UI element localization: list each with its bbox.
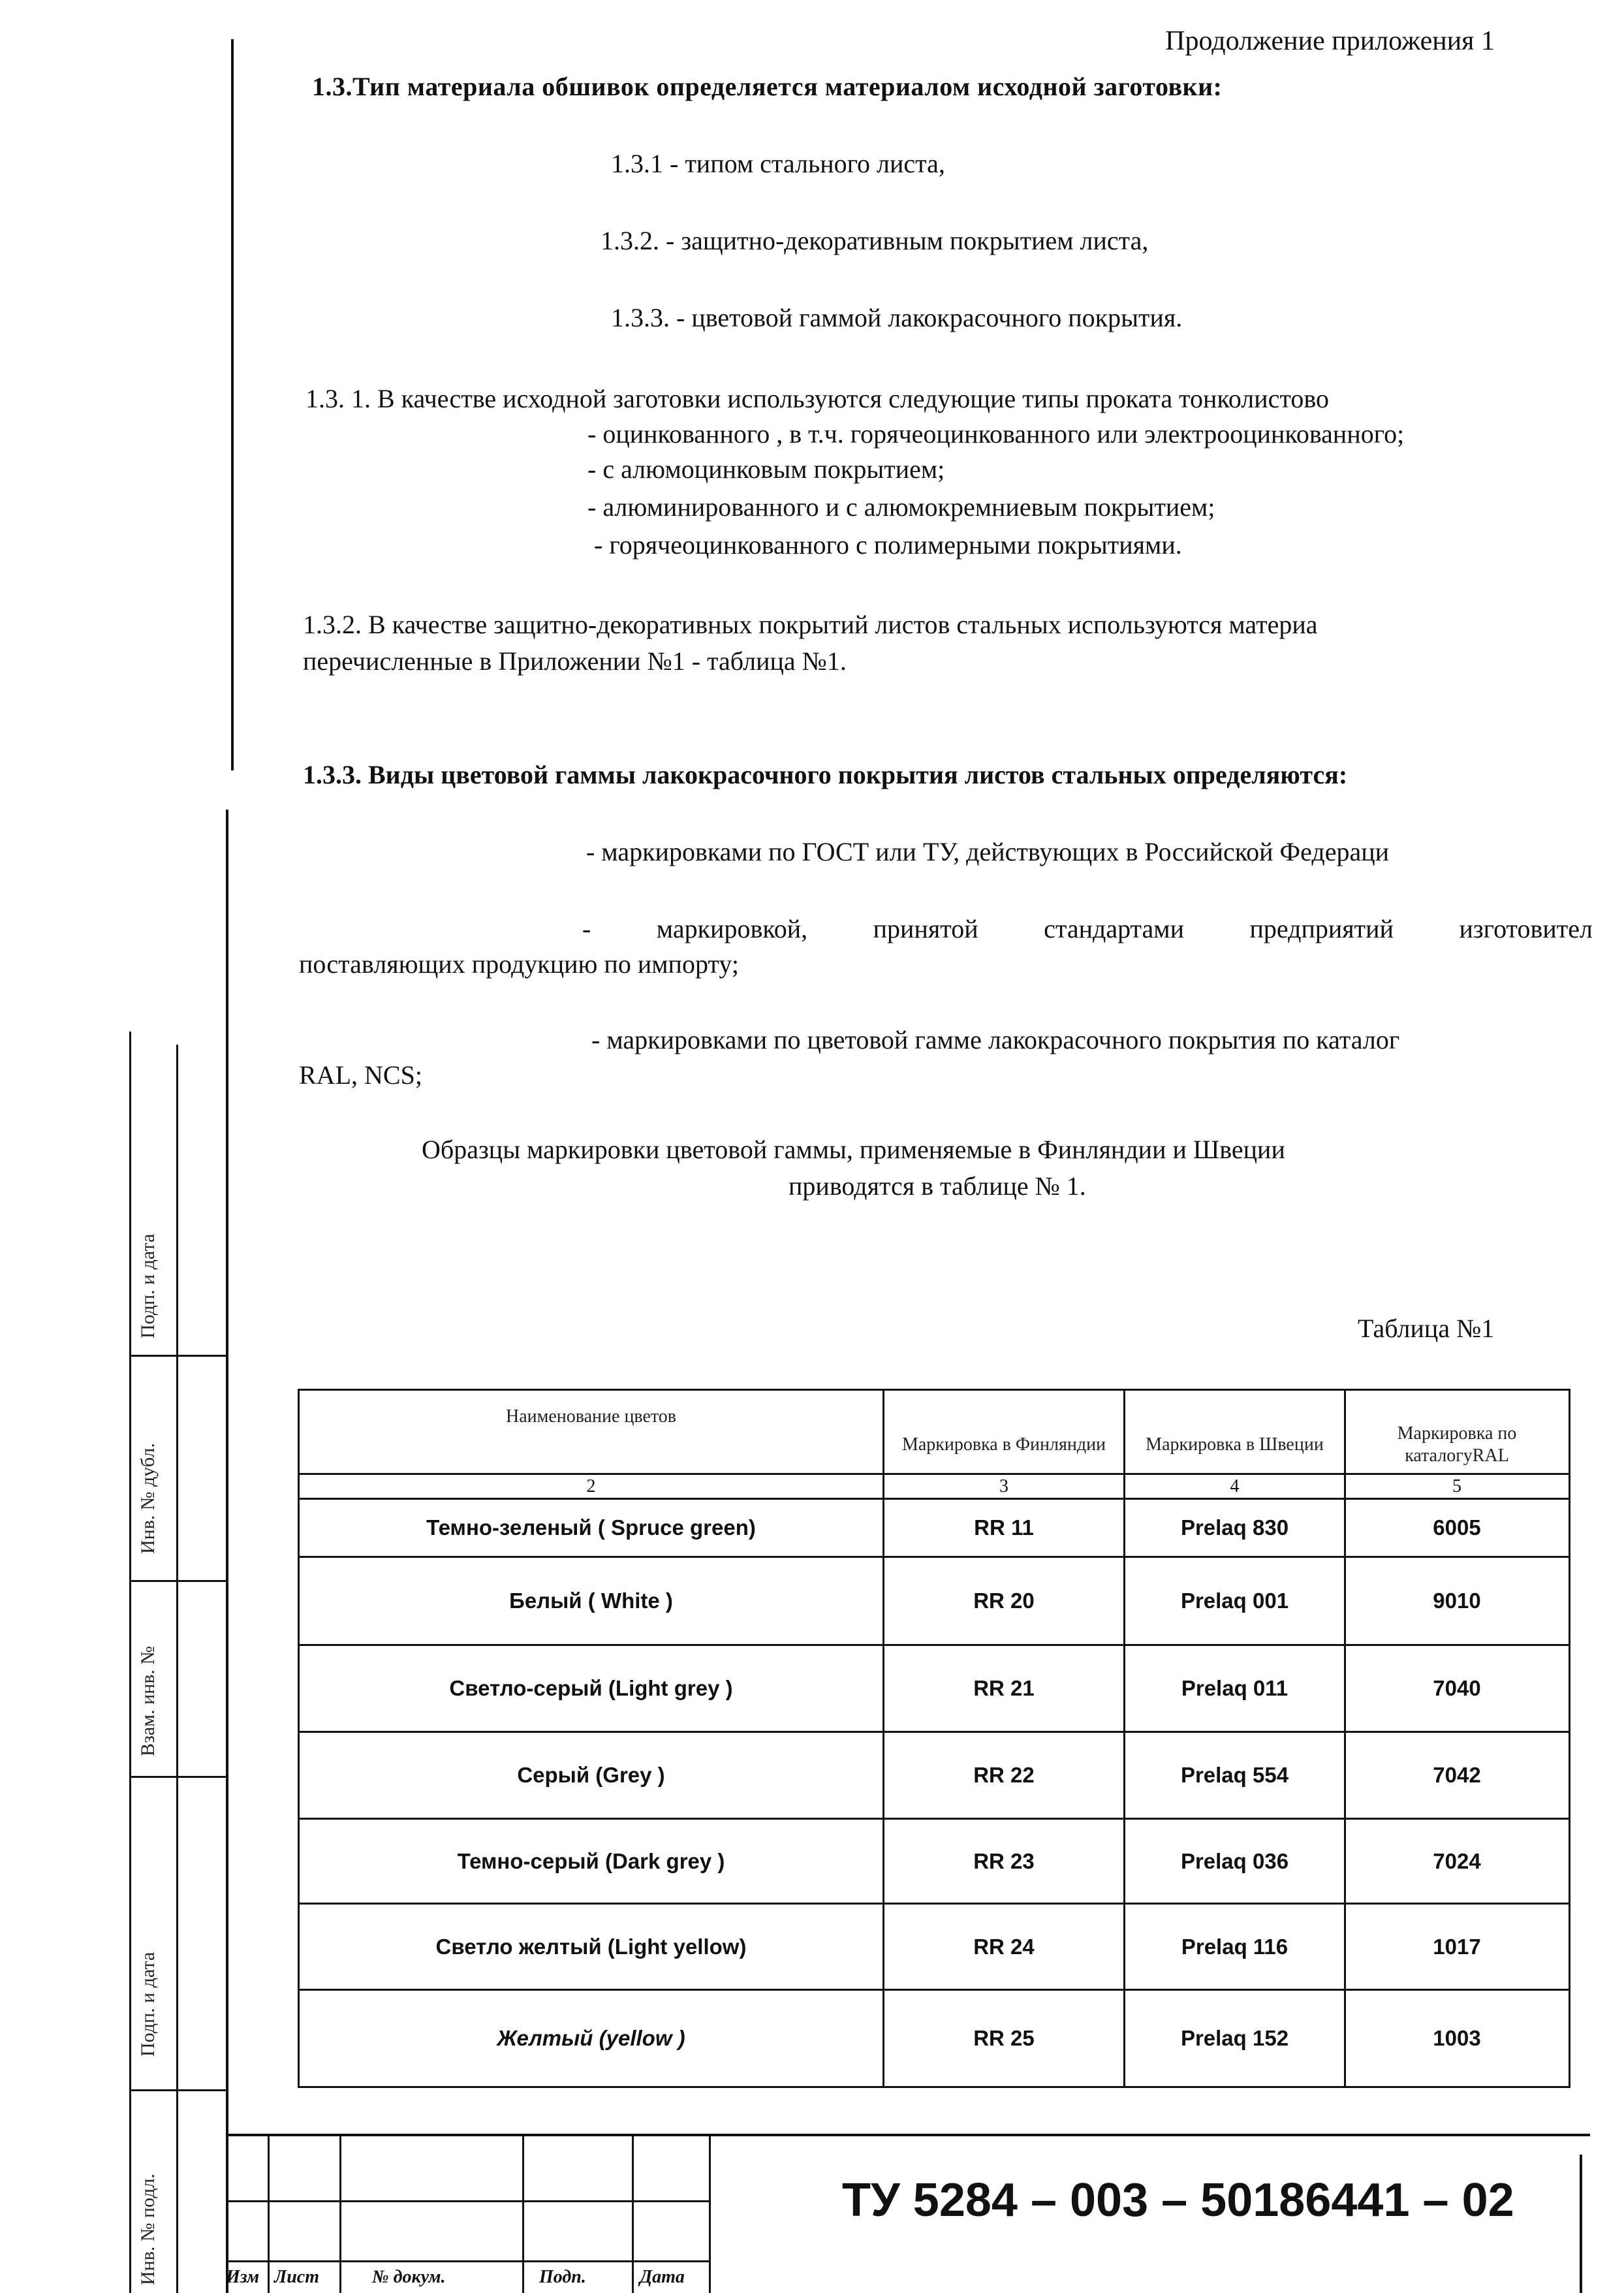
table-header: Наименование цветов — [506, 1406, 676, 1427]
stamp-label-signature: Подп. — [539, 2267, 586, 2287]
table-column-number: 4 — [1230, 1476, 1240, 1496]
stamp-label-change: Изм — [226, 2267, 260, 2287]
sidebar-divider — [131, 1355, 226, 1357]
frame-left-border — [226, 810, 228, 2293]
table-column-number: 2 — [586, 1476, 596, 1496]
sidebar-label: Подп. и дата — [137, 1233, 159, 1338]
table-cell-ral: 1017 — [1433, 1934, 1481, 1959]
frame-left-border — [231, 39, 234, 770]
section-1-3-3-item: - маркировками по цветовой гамме лакокрасочного покрытия по каталог — [591, 1025, 1400, 1054]
table-cell-finland: RR 24 — [973, 1934, 1035, 1959]
section-1-3-item: 1.3.3. - цветовой гаммой лакокрасочного покрытия. — [611, 303, 1183, 332]
table-cell-sweden: Prelaq 554 — [1180, 1763, 1289, 1787]
section-1-3-2-line: перечисленные в Приложении №1 - таблица №1. — [303, 646, 847, 676]
stamp-right-border — [1580, 2155, 1582, 2293]
stamp-column-line — [268, 2134, 270, 2293]
table-cell-finland: RR 21 — [973, 1676, 1035, 1700]
table-cell-finland: RR 20 — [973, 1589, 1035, 1613]
table-reference-note: приводятся в таблице № 1. — [789, 1171, 1086, 1201]
stamp-row-line — [226, 2260, 709, 2262]
color-marking-table — [298, 1389, 1570, 2088]
table-column-number: 3 — [999, 1476, 1008, 1496]
table-cell-color-name: Белый ( White ) — [509, 1589, 673, 1613]
table-cell-finland: RR 23 — [973, 1848, 1035, 1873]
stamp-label-doc-number: № докум. — [372, 2267, 446, 2287]
section-1-3-2-line: 1.3.2. В качестве защитно-декоративных покрытий листов стальных используются материа — [303, 610, 1318, 639]
continuation-header: Продолжение приложения 1 — [1165, 26, 1495, 56]
table-cell-ral: 7024 — [1433, 1848, 1481, 1873]
table-cell-ral: 9010 — [1433, 1589, 1481, 1613]
table-cell-sweden: Prelaq 011 — [1181, 1676, 1288, 1700]
sidebar-divider — [131, 2089, 226, 2091]
section-1-3-title: 1.3.Тип материала обшивок определяется материалом исходной заготовки: — [312, 72, 1223, 101]
table-cell-ral: 1003 — [1433, 2026, 1481, 2050]
section-1-3-item: 1.3.1 - типом стального листа, — [611, 149, 945, 178]
table-cell-color-name: Желтый (yellow ) — [497, 2026, 685, 2050]
section-1-3-3-title: 1.3.3. Виды цветовой гаммы лакокрасочного покрытия листов стальных определяются: — [303, 760, 1348, 789]
stamp-top-border — [226, 2134, 1590, 2136]
table-cell-color-name: Темно-серый (Dark grey ) — [457, 1848, 725, 1873]
sidebar-border — [176, 1045, 178, 2293]
stamp-column-line — [339, 2134, 341, 2293]
stamp-label-sheet: Лист — [274, 2267, 319, 2287]
table-cell-sweden: Prelaq 830 — [1180, 1515, 1289, 1540]
table-cell-ral: 7042 — [1433, 1763, 1481, 1787]
table-cell-color-name: Темно-зеленый ( Spruce green) — [426, 1515, 756, 1540]
stamp-column-line — [522, 2134, 524, 2293]
table-cell-sweden: Prelaq 152 — [1180, 2026, 1289, 2050]
sidebar-divider — [131, 1776, 226, 1778]
sidebar-divider — [131, 1580, 226, 1582]
sidebar-label: Инв. № подл. — [137, 2174, 159, 2285]
sidebar-border — [129, 1032, 131, 2293]
table-cell-sweden: Prelaq 001 — [1180, 1589, 1289, 1613]
table-cell-finland: RR 22 — [973, 1763, 1035, 1787]
section-1-3-3-item-cont: RAL, NCS; — [299, 1060, 422, 1090]
table-cell-ral: 6005 — [1433, 1515, 1481, 1540]
table-caption: Таблица №1 — [1358, 1314, 1495, 1343]
section-1-3-1-item: - алюминированного и с алюмокремниевым покрытием; — [587, 492, 1215, 522]
table-cell-color-name: Серый (Grey ) — [517, 1763, 665, 1787]
table-cell-sweden: Prelaq 116 — [1181, 1934, 1288, 1959]
table-header: Маркировка по каталогуRAL — [1397, 1423, 1517, 1466]
section-1-3-3-item: - маркировкой, принятой стандартами предприятий изготовител — [582, 914, 1593, 943]
table-cell-finland: RR 11 — [974, 1515, 1034, 1540]
table-cell-finland: RR 25 — [973, 2026, 1035, 2050]
sidebar-label: Взам. инв. № — [137, 1645, 159, 1756]
section-1-3-1-item: - оцинкованного , в т.ч. горячеоцинкованного или электрооцинкованного; — [587, 419, 1405, 449]
sidebar-label: Подп. и дата — [137, 1952, 159, 2057]
section-1-3-3-item-cont: поставляющих продукцию по импорту; — [299, 949, 739, 979]
section-1-3-1-lead: 1.3. 1. В качестве исходной заготовки используются следующие типы проката тонколистово — [305, 384, 1329, 413]
table-header: Маркировка в Швеции — [1146, 1434, 1324, 1455]
document-code: ТУ 5284 – 003 – 50186441 – 02 — [842, 2174, 1514, 2226]
stamp-row-line — [226, 2200, 709, 2202]
section-1-3-3-item: - маркировками по ГОСТ или ТУ, действующих в Российской Федераци — [586, 837, 1390, 866]
table-cell-sweden: Prelaq 036 — [1180, 1848, 1289, 1873]
section-1-3-1-item: - горячеоцинкованного с полимерными покрытиями. — [594, 530, 1182, 560]
stamp-label-date: Дата — [640, 2267, 685, 2287]
stamp-column-line — [709, 2134, 711, 2293]
section-1-3-item: 1.3.2. - защитно-декоративным покрытием листа, — [601, 226, 1149, 255]
table-cell-color-name: Светло-серый (Light grey ) — [449, 1676, 733, 1700]
table-cell-ral: 7040 — [1433, 1676, 1481, 1700]
table-header: Маркировка в Финляндии — [901, 1434, 1106, 1455]
table-column-number: 5 — [1452, 1476, 1461, 1496]
table-cell-color-name: Светло желтый (Light yellow) — [435, 1934, 747, 1959]
sidebar-label: Инв. № дубл. — [137, 1443, 159, 1554]
section-1-3-1-item: - с алюмоцинковым покрытием; — [587, 454, 945, 484]
table-reference-note: Образцы маркировки цветовой гаммы, применяемые в Финляндии и Швеции — [422, 1135, 1285, 1164]
stamp-column-line — [632, 2134, 634, 2293]
